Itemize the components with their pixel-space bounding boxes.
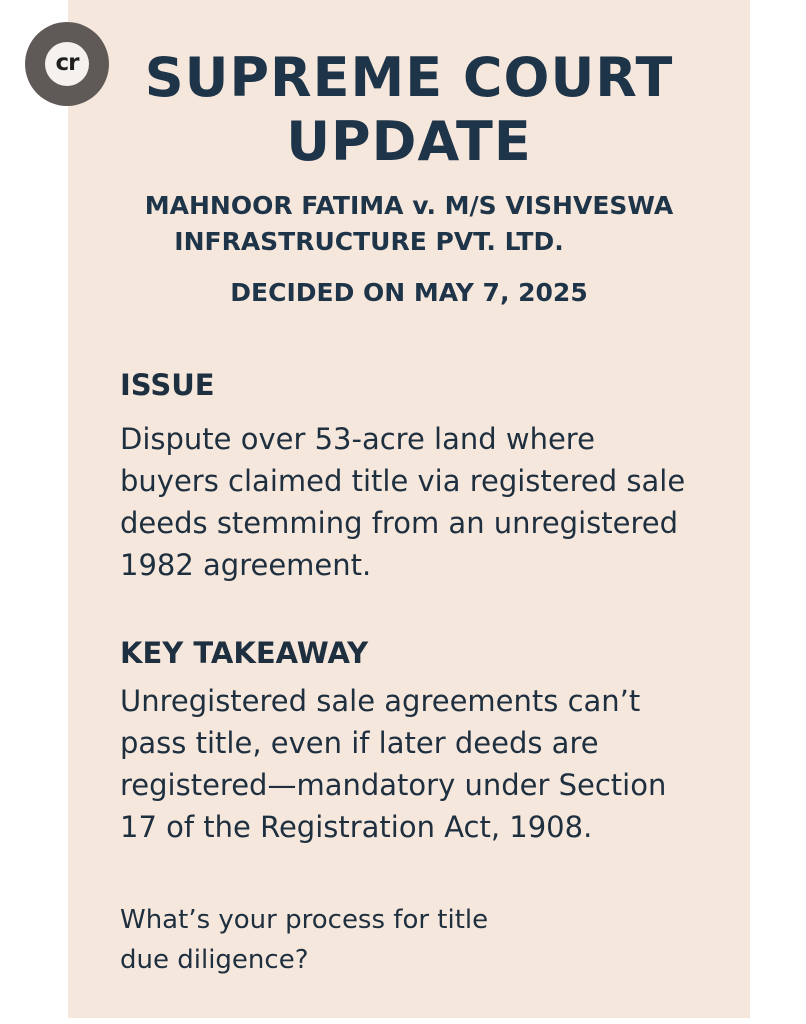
takeaway-line: registered—mandatory under Section — [120, 768, 667, 802]
issue-body — [120, 418, 730, 586]
takeaway-line: Unregistered sale agreements can’t — [120, 684, 641, 718]
issue-line: buyers claimed title via registered sale — [120, 464, 686, 498]
issue-heading: ISSUE — [120, 368, 215, 402]
takeaway-heading: KEY TAKEAWAY — [120, 636, 369, 670]
case-line-1: MAHNOOR FATIMA v. M/S VISHVESWA — [144, 191, 674, 220]
issue-line: deeds stemming from an unregistered — [120, 506, 678, 540]
cta-line: due diligence? — [120, 945, 309, 975]
page-title — [68, 46, 750, 174]
case-line-2: INFRASTRUCTURE PVT. LTD. — [174, 227, 564, 256]
takeaway-line: pass title, even if later deeds are — [120, 726, 599, 760]
takeaway-body — [120, 680, 730, 848]
cr-logo-icon: cr — [45, 42, 89, 86]
decision-date: DECIDED ON MAY 7, 2025 — [230, 278, 588, 307]
title-line-2: UPDATE — [286, 110, 532, 173]
cta-line: What’s your process for title — [120, 905, 489, 935]
issue-line: 1982 agreement. — [120, 548, 372, 582]
call-to-action-question — [120, 900, 720, 980]
title-line-1: SUPREME COURT — [144, 46, 674, 109]
case-name — [68, 188, 750, 260]
issue-line: Dispute over 53-acre land where — [120, 422, 595, 456]
takeaway-line: 17 of the Registration Act, 1908. — [120, 810, 593, 844]
